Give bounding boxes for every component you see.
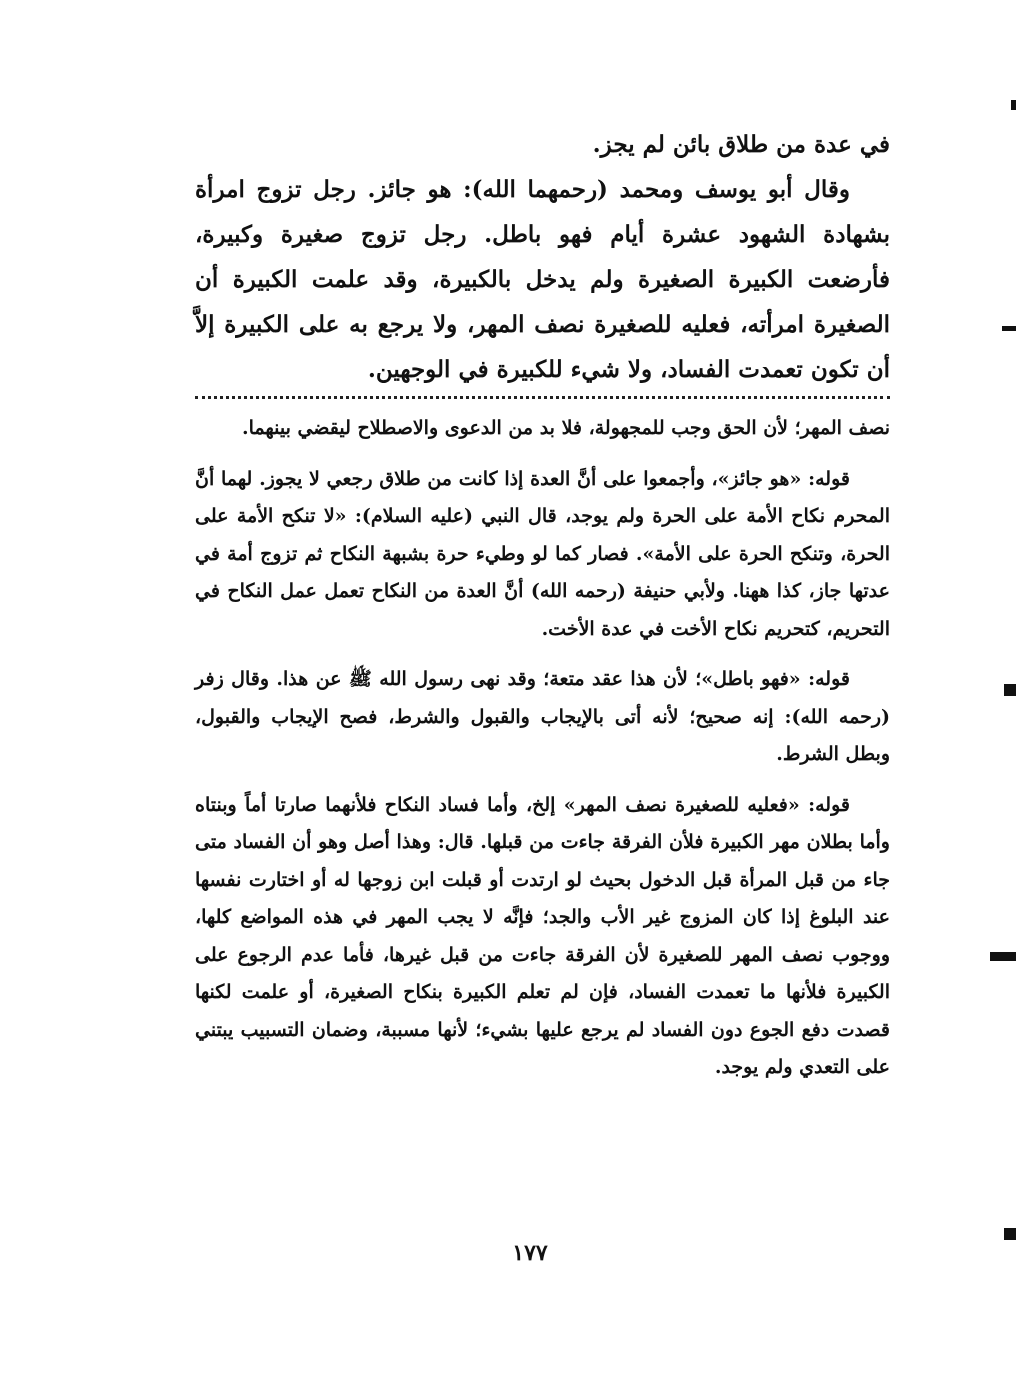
commentary-text — [195, 410, 890, 1100]
commentary-lead-word: قوله: — [808, 668, 850, 690]
commentary-body: «فعليه للصغيرة نصف المهر» إلخ، وأما فساد النكاح فلأنهما صارتا أماً وبنتاه وأما بطلان مهر الكبيرة فلأن الفرقة جاءت من قبلها. قال: وهذا أصل وهو أن الفساد متى جاء من قبل المرأة قبل الدخول بحيث لو ارتدت أو قبلت ابن زوجها له أو اختارت نفسها عند البلوغ إذا كان المزوج غير الأب والجد؛ فإنَّه لا يجب المهر في هذه المواضع كلها، ووجوب نصف المهر للصغيرة لأن الفرقة جاءت من قبل غيرها، فأما عدم الرجوع على الكبيرة فلأنها ما تعمدت الفساد، فإن لم تعلم الكبيرة بنكاح الصغيرة، أو علمت لكنها قصدت دفع الجوع دون الفساد لم يرجع عليها بشيء؛ لأنها مسببة، وضمان التسبيب يبتني على التعدي ولم يوجد. — [195, 793, 890, 1078]
scan-edge-mark — [1004, 1228, 1016, 1240]
scan-edge-mark — [990, 952, 1016, 961]
main-text — [195, 122, 890, 392]
scan-edge-mark — [1011, 100, 1016, 110]
main-text-paragraph-2: وقال أبو يوسف ومحمد (رحمهما الله): هو جائز. رجل تزوج امرأة بشهادة الشهود عشرة أيام فهو باطل. رجل تزوج صغيرة وكبيرة، فأرضعت الكبيرة الصغيرة ولم يدخل بالكبيرة، وقد علمت الكبيرة أن الصغيرة امرأته، فعليه للصغيرة نصف المهر، ولا يرجع به على الكبيرة إلاَّ أن تكون تعمدت الفساد، ولا شيء للكبيرة في الوجهين. — [195, 176, 890, 383]
dotted-divider — [195, 396, 890, 399]
scan-edge-mark — [1004, 684, 1016, 696]
commentary-body: «هو جائز»، وأجمعوا على أنَّ العدة إذا كانت من طلاق رجعي لا يجوز. لهما أنَّ المحرم نكاح الأمة على الحرة ولم يوجد، قال النبي (عليه السلام): «لا تنكح الأمة على الحرة، وتنكح الحرة على الأمة». فصار كما لو وطيء حرة بشبهة النكاح ثم تزوج أمة في عدتها جاز، كذا ههنا. ولأبي حنيفة (رحمه الله) أنَّ العدة من النكاح تعمل عمل النكاح في التحريم، كتحريم نكاح الأخت في عدة الأخت. — [195, 467, 890, 640]
commentary-lead-word: قوله: — [808, 467, 850, 490]
main-text-line-1: في عدة من طلاق بائن لم يجز. — [592, 131, 890, 158]
commentary-paragraph-1: نصف المهر؛ لأن الحق وجب للمجهولة، فلا بد من الدعوى والاصطلاح ليقضي بينهما. — [241, 417, 890, 439]
scan-edge-mark — [1002, 326, 1016, 331]
commentary-lead-word: قوله: — [808, 793, 850, 816]
commentary-paragraph-2 — [195, 461, 890, 649]
page-number: ١٧٧ — [512, 1240, 548, 1266]
commentary-paragraph-3 — [195, 661, 890, 774]
commentary-body: «فهو باطل»؛ لأن هذا عقد متعة؛ وقد نهى رسول الله ﷺ عن هذا. وقال زفر (رحمه الله): إنه صحيح؛ لأنه أتى بالإيجاب والقبول والشرط، فصح الإيجاب والقبول، وبطل الشرط. — [195, 668, 890, 765]
commentary-paragraph-4 — [195, 787, 890, 1087]
